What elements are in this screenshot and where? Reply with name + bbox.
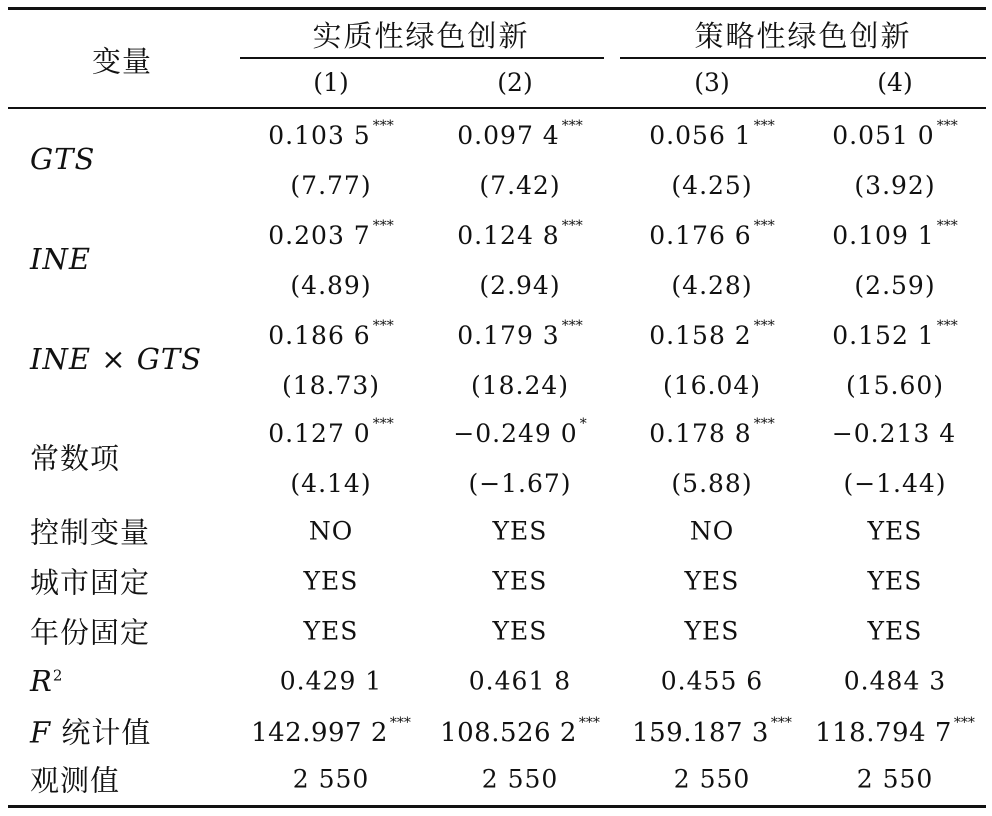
coefficient-cell <box>457 318 583 350</box>
significance-stars: *** <box>561 118 583 134</box>
t-statistic: (7.77) <box>290 171 372 200</box>
top-rule <box>8 7 986 10</box>
t-statistic: (2.94) <box>479 271 561 300</box>
coefficient-value: 0.158 2 <box>649 321 752 350</box>
city-fe-label: 城市固定 <box>30 565 151 600</box>
variable-label: GTS <box>30 142 96 176</box>
col-header-1: (1) <box>313 68 349 97</box>
controls-value: YES <box>867 516 923 546</box>
coefficient-cell <box>649 118 775 150</box>
coefficient-value: 0.056 1 <box>649 121 752 150</box>
coefficient-cell <box>457 218 583 250</box>
fstat-label-text: 统计值 <box>51 715 152 750</box>
variable-label: INE × GTS <box>30 342 203 376</box>
header-bottom-rule <box>8 107 986 109</box>
r2-value: 0.455 6 <box>660 666 764 696</box>
col-header-3: (3) <box>694 68 730 97</box>
obs-value: 2 550 <box>481 764 559 794</box>
t-statistic: (16.04) <box>662 371 762 400</box>
coefficient-value: 0.124 8 <box>457 221 560 250</box>
coefficient-cell <box>457 118 583 150</box>
fstat-label <box>30 711 151 752</box>
obs-label: 观测值 <box>30 763 121 798</box>
t-statistic: (4.14) <box>290 469 372 498</box>
r2-symbol: R <box>30 664 53 698</box>
r2-value: 0.429 1 <box>279 666 383 696</box>
coefficient-value: 0.103 5 <box>268 121 371 150</box>
coefficient-cell <box>649 416 775 448</box>
coefficient-cell <box>268 416 394 448</box>
significance-stars: *** <box>372 416 394 432</box>
significance-stars: *** <box>753 416 775 432</box>
significance-stars: *** <box>561 318 583 334</box>
fstat-value <box>815 715 975 748</box>
significance-stars: *** <box>578 715 600 731</box>
controls-value: NO <box>308 516 354 546</box>
t-statistic: (−1.44) <box>843 469 947 498</box>
fstat-number: 142.997 2 <box>251 718 388 748</box>
obs-value: 2 550 <box>292 764 370 794</box>
year-fe-value: YES <box>867 616 923 646</box>
coefficient-value: 0.186 6 <box>268 321 371 350</box>
significance-stars: *** <box>753 118 775 134</box>
coefficient-cell <box>832 318 958 350</box>
r2-label <box>30 664 63 698</box>
significance-stars: *** <box>372 218 394 234</box>
coefficient-value: 0.176 6 <box>649 221 752 250</box>
variable-header: 变量 <box>92 44 153 79</box>
t-statistic: (4.89) <box>290 271 372 300</box>
city-fe-value: YES <box>492 566 548 596</box>
fstat-value <box>632 715 792 748</box>
t-statistic: (18.73) <box>281 371 381 400</box>
coefficient-value: 0.178 8 <box>649 419 752 448</box>
coefficient-value: 0.152 1 <box>832 321 935 350</box>
col-header-2: (2) <box>497 68 533 97</box>
t-statistic: (4.28) <box>671 271 753 300</box>
r2-value: 0.461 8 <box>468 666 572 696</box>
group-header-strategic: 策略性绿色创新 <box>694 19 912 53</box>
variable-label: 常数项 <box>30 441 121 476</box>
coefficient-cell <box>268 218 394 250</box>
t-statistic: (5.88) <box>671 469 753 498</box>
t-statistic: (18.24) <box>470 371 570 400</box>
coefficient-cell <box>832 218 958 250</box>
coefficient-value: 0.127 0 <box>268 419 371 448</box>
significance-stars: *** <box>753 318 775 334</box>
significance-stars: *** <box>389 715 411 731</box>
coefficient-value: 0.203 7 <box>268 221 371 250</box>
coefficient-cell <box>268 318 394 350</box>
t-statistic: (7.42) <box>479 171 561 200</box>
coefficient-cell <box>453 416 587 448</box>
significance-stars: *** <box>936 118 958 134</box>
t-statistic: (4.25) <box>671 171 753 200</box>
fstat-number: 118.794 7 <box>815 718 952 748</box>
significance-stars: *** <box>936 218 958 234</box>
controls-label: 控制变量 <box>30 515 151 550</box>
significance-stars: *** <box>372 118 394 134</box>
coefficient-value: −0.213 4 <box>831 419 957 448</box>
r2-superscript: 2 <box>52 666 64 685</box>
t-statistic: (−1.67) <box>468 469 572 498</box>
t-statistic: (3.92) <box>854 171 936 200</box>
year-fe-value: YES <box>303 616 359 646</box>
t-statistic: (15.60) <box>845 371 945 400</box>
coefficient-value: 0.179 3 <box>457 321 560 350</box>
coefficient-cell <box>649 218 775 250</box>
significance-stars: *** <box>936 318 958 334</box>
fstat-value <box>440 715 600 748</box>
coefficient-value: 0.097 4 <box>457 121 560 150</box>
coefficient-cell <box>832 419 958 448</box>
coefficient-cell <box>832 118 958 150</box>
obs-value: 2 550 <box>673 764 751 794</box>
significance-stars: *** <box>753 218 775 234</box>
coefficient-value: 0.051 0 <box>832 121 935 150</box>
fstat-number: 159.187 3 <box>632 718 769 748</box>
city-fe-value: YES <box>684 566 740 596</box>
fstat-value <box>251 715 411 748</box>
obs-value: 2 550 <box>856 764 934 794</box>
coefficient-cell <box>268 118 394 150</box>
controls-value: NO <box>689 516 735 546</box>
significance-stars: * <box>579 416 587 432</box>
fstat-number: 108.526 2 <box>440 718 577 748</box>
variable-label: INE <box>30 242 91 276</box>
fstat-symbol: F <box>30 715 52 750</box>
coefficient-value: 0.109 1 <box>832 221 935 250</box>
t-statistic: (2.59) <box>854 271 936 300</box>
significance-stars: *** <box>561 218 583 234</box>
controls-value: YES <box>492 516 548 546</box>
city-fe-value: YES <box>867 566 923 596</box>
bottom-rule <box>8 805 986 808</box>
coefficient-value: −0.249 0 <box>453 419 578 448</box>
r2-value: 0.484 3 <box>843 666 947 696</box>
year-fe-label: 年份固定 <box>30 615 151 650</box>
significance-stars: *** <box>953 715 975 731</box>
coefficient-cell <box>649 318 775 350</box>
group-header-substantive: 实质性绿色创新 <box>312 19 530 53</box>
city-fe-value: YES <box>303 566 359 596</box>
significance-stars: *** <box>372 318 394 334</box>
significance-stars: *** <box>770 715 792 731</box>
group2-underline <box>620 57 986 59</box>
col-header-4: (4) <box>877 68 913 97</box>
group1-underline <box>240 57 604 59</box>
year-fe-value: YES <box>492 616 548 646</box>
year-fe-value: YES <box>684 616 740 646</box>
